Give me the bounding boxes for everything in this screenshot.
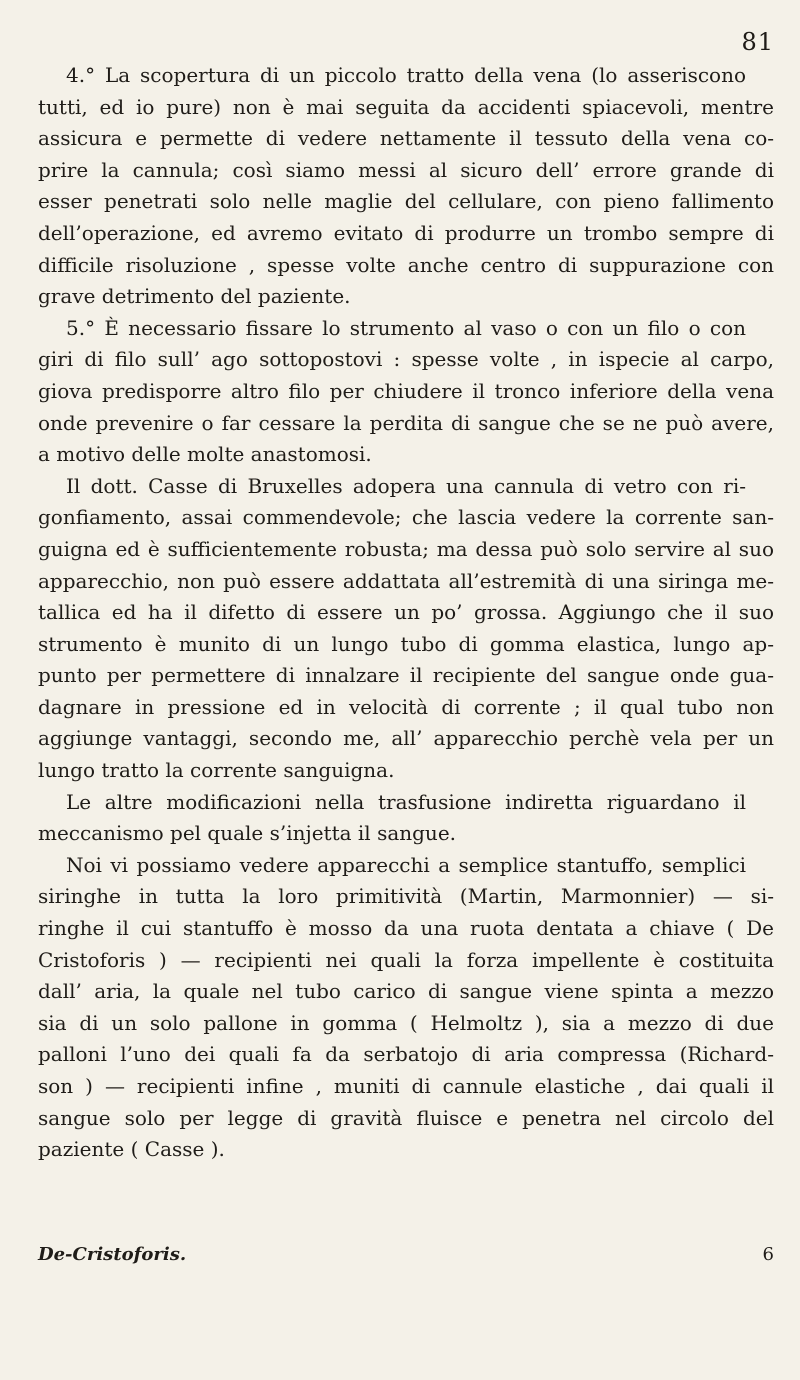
text-line: Le altre modificazioni nella trasfusione indiretta riguardano il [66, 789, 746, 814]
text-line: giova predisporre altro filo per chiudere il tronco inferiore della vena [38, 378, 774, 403]
text-line: Noi vi possiamo vedere apparecchi a semplice stantuffo, semplici [66, 852, 746, 877]
text-line: paziente ( Casse ). [38, 1137, 225, 1162]
text-line: onde prevenire o far cessare la perdita di sangue che se ne può avere, [38, 410, 774, 435]
signature-mark: De-Cristoforis. [38, 1244, 187, 1265]
text-line: gonfiamento, assai commendevole; che lascia vedere la corrente san- [38, 505, 774, 530]
text-line: punto per permettere di innalzare il recipiente del sangue onde gua- [38, 663, 774, 688]
text-line: meccanismo pel quale s’injetta il sangue. [38, 821, 457, 846]
sheet-number: 6 [762, 1244, 774, 1265]
body-text [38, 60, 774, 1166]
text-line: aggiunge vantaggi, secondo me, all’ apparecchio perchè vela per un [38, 726, 774, 751]
text-line: lungo tratto la corrente sanguigna. [38, 758, 395, 783]
text-line: son ) — recipienti infine , muniti di cannule elastiche , dai quali il [38, 1074, 774, 1098]
text-line: tallica ed ha il difetto di essere un po’ grossa. Aggiungo che il suo [38, 600, 774, 625]
text-line: a motivo delle molte anastomosi. [38, 442, 372, 467]
text-line: sia di un solo pallone in gomma ( Helmoltz ), sia a mezzo di due [38, 1010, 774, 1035]
text-line: prire la cannula; così siamo messi al sicuro dell’ errore grande di [38, 157, 774, 182]
text-line: ringhe il cui stantuffo è mosso da una ruota dentata a chiave ( De [38, 916, 774, 941]
text-line: giri di filo sull’ ago sottopostovi : spesse volte , in ispecie al carpo, [38, 347, 774, 372]
text-line: siringhe in tutta la loro primitività (Martin, Marmonnier) — si- [38, 884, 774, 909]
text-line: guigna ed è sufficientemente robusta; ma dessa può solo servire al suo [38, 536, 774, 561]
text-line: dall’ aria, la quale nel tubo carico di sangue viene spinta a mezzo [38, 979, 774, 1004]
text-line: 4.° La scopertura di un piccolo tratto della vena (lo asseriscono [66, 63, 746, 87]
text-line: palloni l’uno dei quali fa da serbatojo di aria compressa (Richard- [38, 1042, 774, 1067]
page-number: 81 [741, 28, 774, 56]
text-line: Il dott. Casse di Bruxelles adopera una cannula di vetro con ri- [66, 473, 746, 498]
text-line: difficile risoluzione , spesse volte anche centro di suppurazione con [38, 252, 774, 277]
text-line: dell’operazione, ed avremo evitato di produrre un trombo sempre di [38, 220, 774, 245]
text-line: esser penetrati solo nelle maglie del cellulare, con pieno fallimento [38, 189, 774, 214]
text-line: grave detrimento del paziente. [38, 284, 351, 309]
text-line: apparecchio, non può essere addattata all’estremità di una siringa me- [38, 568, 774, 593]
text-line: assicura e permette di vedere nettamente il tessuto della vena co- [38, 126, 774, 151]
text-line: dagnare in pressione ed in velocità di corrente ; il qual tubo non [38, 694, 774, 719]
text-line: Cristoforis ) — recipienti nei quali la forza impellente è costituita [38, 947, 774, 972]
text-line: tutti, ed io pure) non è mai seguita da accidenti spiacevoli, mentre [38, 94, 774, 119]
text-line: strumento è munito di un lungo tubo di gomma elastica, lungo ap- [38, 631, 774, 656]
text-line: sangue solo per legge di gravità fluisce e penetra nel circolo del [38, 1105, 774, 1130]
text-line: 5.° È necessario fissare lo strumento al vaso o con un filo o con [66, 315, 746, 340]
